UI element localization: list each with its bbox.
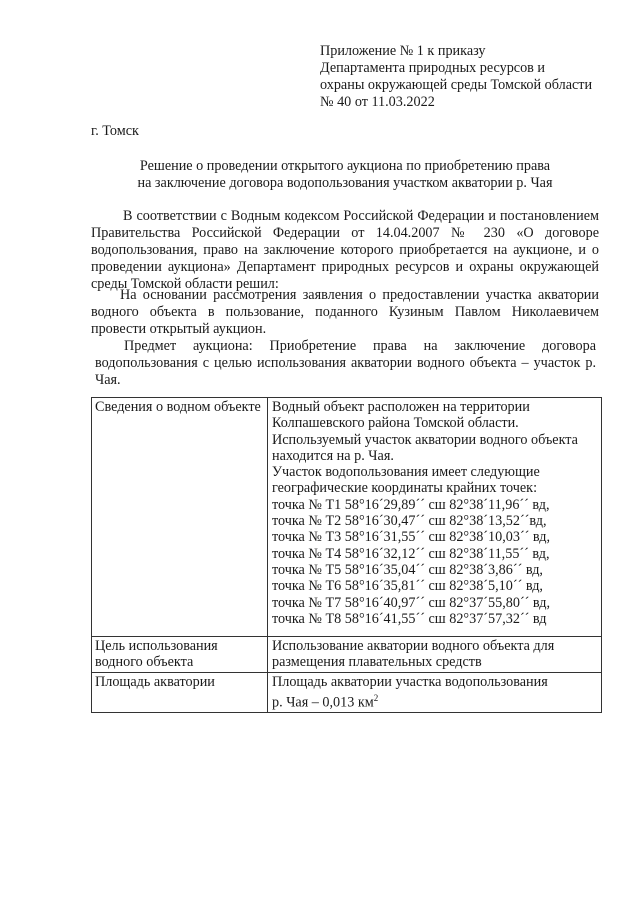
annex-header [320,43,592,111]
row-label-area: Площадь акватории [92,672,268,712]
coordinate-point: точка № Т2 58°16´30,47´´ сш 82°38´13,52´´вд, [272,513,547,530]
city-name: г. Томск [91,123,139,139]
annex-line-3: охраны окружающей среды Томской области [320,77,593,93]
info-line: Колпашевского района Томской области. [272,415,519,432]
row-value-purpose: Использование акватории водного объекта для размещения плавательных средств [268,637,602,673]
info-line: находится на р. Чая. [272,447,394,464]
coordinate-point: точка № Т6 58°16´35,81´´ сш 82°38´5,10´´ вд, [272,578,543,595]
coordinate-point: точка № Т1 58°16´29,89´´ сш 82°38´11,96´´ вд, [272,496,550,513]
annex-line-2: Департамента природных ресурсов и [320,60,546,76]
title-line-1: Решение о проведении открытого аукциона по приобретению права [139,158,551,174]
coordinate-point: точка № Т4 58°16´32,12´´ сш 82°38´11,55´´ вд, [272,545,550,562]
paragraph-auction-subject: Предмет аукциона: Приобретение права на заключение договора водопользования с целью использования акватории водного объекта – участок р. Чая. [95,338,596,388]
info-line: Используемый участок акватории водного объекта [272,431,578,448]
cell-spacer [272,627,597,635]
document-title [91,158,599,192]
row-label-purpose: Цель использования водного объекта [92,637,268,673]
row-label-water-object: Сведения о водном объекте [92,398,268,637]
annex-line-1: Приложение № 1 к приказу [320,43,486,59]
paragraph-legal-basis: В соответствии с Водным кодексом Российской Федерации и постановлением Правительства Российской Федерации от 14.04.2007 № 230 «О договоре водопользования, право на заключение которого приобретается на аукционе, и о проведении аукциона» Департамент природных ресурсов и охраны окружающей среды Томской области решил: [91,208,599,292]
coordinate-point: точка № Т7 58°16´40,97´´ сш 82°37´55,80´´ вд, [272,594,551,611]
water-object-table [91,397,602,713]
row-value-water-object [268,398,602,637]
annex-line-4: № 40 от 11.03.2022 [320,94,435,110]
table-row [92,672,602,712]
info-line: географические координаты крайних точек: [272,480,538,497]
row-value-area: Площадь акватории участка водопользования р. Чая – 0,013 $км^2$ [268,672,602,712]
title-line-2: на заключение договора водопользования участком акватории р. Чая [137,175,553,191]
coordinate-point: точка № Т3 58°16´31,55´´ сш 82°38´10,03´´ вд, [272,529,551,546]
paragraph-application: На основании рассмотрения заявления о предоставлении участка акватории водного объекта в пользование, поданного Кузиным Павлом Николаевичем провести открытый аукцион. [91,287,599,337]
area-value: р. Чая – 0,013 $км^2$ [272,693,379,711]
coordinate-point: точка № Т5 58°16´35,04´´ сш 82°38´3,86´´ вд, [272,561,543,578]
table-row [92,398,602,637]
info-line: Участок водопользования имеет следующие [272,464,540,481]
coordinate-point: точка № Т8 58°16´41,55´´ сш 82°37´57,32´´ вд [272,610,547,627]
info-line: Водный объект расположен на территории [272,399,530,415]
table-row [92,637,602,673]
